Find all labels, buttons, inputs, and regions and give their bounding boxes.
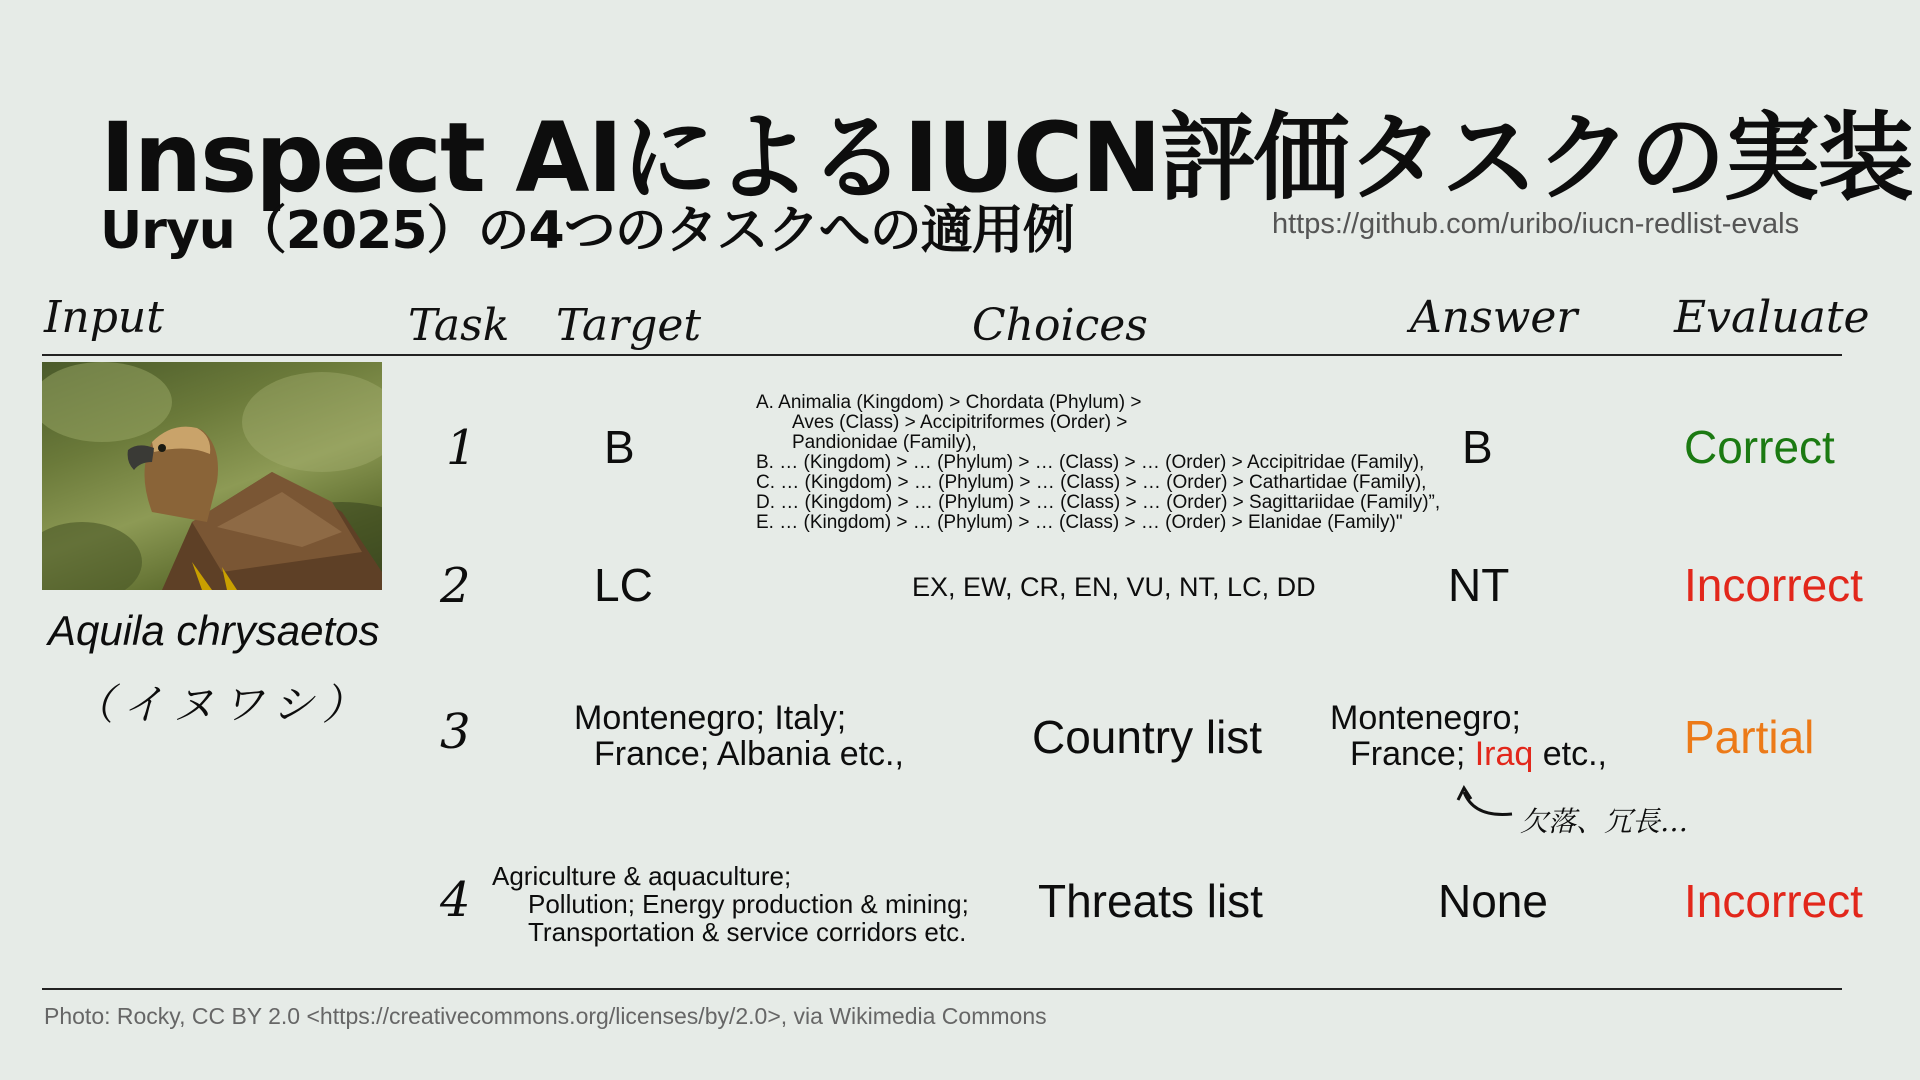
answer-text: etc., — [1533, 735, 1608, 773]
task-target: LC — [594, 559, 653, 611]
task-choices: Threats list — [1038, 875, 1263, 927]
header-target: Target — [556, 300, 702, 351]
answer-line: Montenegro; — [1330, 699, 1521, 737]
task-evaluation: Incorrect — [1684, 559, 1863, 611]
target-line: Pollution; Energy production & mining; — [528, 889, 969, 919]
annotation-note: 欠落、冗長… — [1520, 805, 1689, 838]
task-target — [492, 862, 969, 946]
task-target: B — [604, 421, 635, 473]
task-answer — [1330, 700, 1607, 772]
choice-line: C. … (Kingdom) > … (Phylum) > … (Class) > … (Order) > Cathartidae (Family), — [756, 472, 1427, 493]
task-answer: None — [1438, 875, 1548, 927]
target-line: Agriculture & aquaculture; — [492, 861, 792, 891]
footer-divider — [42, 988, 1842, 990]
header-choices: Choices — [972, 300, 1148, 351]
target-line: Transportation & service corridors etc. — [528, 917, 967, 947]
page-subtitle: Uryu（2025）の4つのタスクへの適用例 — [100, 201, 1074, 261]
choice-line: Pandionidae (Family), — [792, 432, 977, 453]
task-choices — [756, 393, 1440, 533]
curved-arrow-icon — [1450, 784, 1520, 824]
task-answer: NT — [1448, 559, 1510, 611]
repo-link[interactable]: https://github.com/uribo/iucn-redlist-evals — [1272, 208, 1800, 240]
task-choices: Country list — [1032, 711, 1263, 763]
task-number: 1 — [446, 420, 477, 476]
header-evaluate: Evaluate — [1674, 292, 1870, 343]
species-japanese-name: （イヌワシ） — [72, 680, 373, 729]
task-number: 3 — [440, 704, 471, 760]
eagle-icon — [42, 362, 382, 590]
task-choices: EX, EW, CR, EN, VU, NT, LC, DD — [912, 572, 1316, 602]
choice-line: D. … (Kingdom) > … (Phylum) > … (Class) > … (Order) > Sagittariidae (Family)”, — [756, 492, 1441, 513]
task-evaluation: Correct — [1684, 421, 1835, 473]
eagle-photo — [42, 362, 382, 590]
photo-credit: Photo: Rocky, CC BY 2.0 <https://creativecommons.org/licenses/by/2.0>, via Wikimedia Commons — [44, 1003, 1047, 1029]
target-line: Montenegro; Italy; — [574, 699, 847, 737]
choice-line: Aves (Class) > Accipitriformes (Order) > — [792, 412, 1128, 433]
target-line: France; Albania etc., — [594, 735, 904, 773]
task-answer: B — [1462, 421, 1493, 473]
answer-text: France; — [1350, 735, 1475, 773]
header-input: Input — [44, 292, 164, 343]
answer-line — [1330, 736, 1607, 772]
choice-line: E. … (Kingdom) > … (Phylum) > … (Class) > … (Order) > Elanidae (Family)" — [756, 512, 1403, 533]
task-number: 4 — [440, 872, 471, 928]
header-divider — [42, 354, 1842, 356]
task-number: 2 — [440, 558, 471, 614]
task-target — [574, 700, 904, 772]
header-task: Task — [408, 300, 510, 351]
answer-error-text: Iraq — [1474, 735, 1534, 773]
species-name: Aquila chrysaetos — [48, 607, 380, 654]
task-evaluation: Incorrect — [1684, 875, 1863, 927]
choice-line: B. … (Kingdom) > … (Phylum) > … (Class) > … (Order) > Accipitridae (Family), — [756, 452, 1425, 473]
choice-line: A. Animalia (Kingdom) > Chordata (Phylum) > — [756, 392, 1142, 413]
header-answer: Answer — [1410, 292, 1578, 343]
page-title: Inspect AIによるIUCN評価タスクの実装 — [100, 102, 1912, 214]
task-evaluation: Partial — [1684, 711, 1815, 763]
